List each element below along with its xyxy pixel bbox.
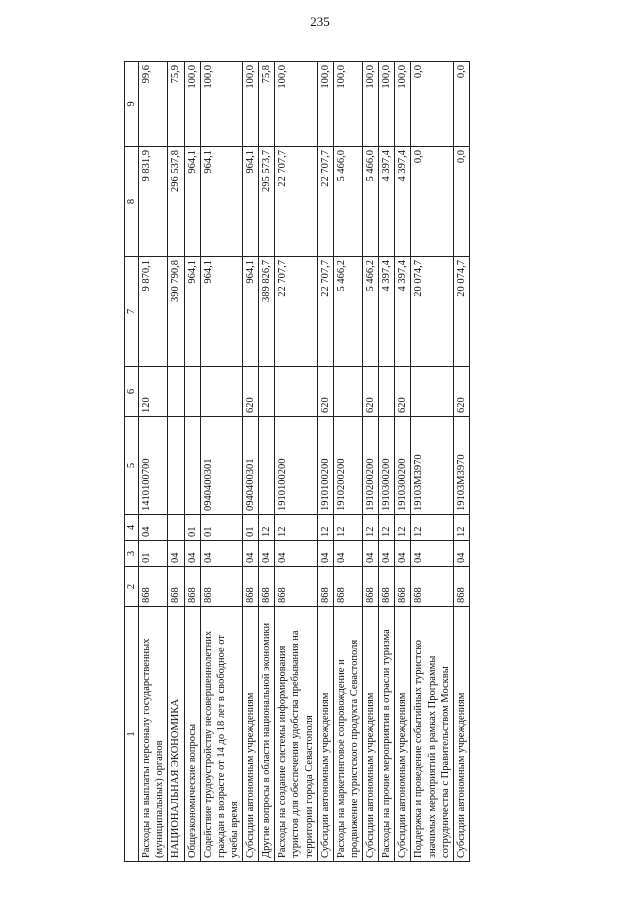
table-row <box>139 62 168 862</box>
table-cell-col5: 19103М3970 <box>411 417 453 515</box>
table-cell-col6: 620 <box>453 367 469 417</box>
table-cell-col6 <box>184 367 200 417</box>
table-row <box>275 62 317 862</box>
table-cell-col9: 100,0 <box>379 62 395 147</box>
table-cell-col5: 19103М3970 <box>453 417 469 515</box>
budget-table <box>124 61 470 862</box>
header-cell: 6 <box>125 367 139 417</box>
table-row <box>411 62 453 862</box>
table-cell-col5: 0940400301 <box>243 417 259 515</box>
table-cell-col1: Субсидии автономным учреждениям <box>243 607 259 862</box>
table-cell-col3: 04 <box>395 541 411 567</box>
table-cell-col8: 295 573,7 <box>259 147 275 257</box>
table-cell-col5: 1910300200 <box>395 417 411 515</box>
table-row <box>168 62 184 862</box>
table-cell-col3: 04 <box>453 541 469 567</box>
table-cell-col1: НАЦИОНАЛЬНАЯ ЭКОНОМИКА <box>168 607 184 862</box>
header-cell: 1 <box>125 607 139 862</box>
table-cell-col3: 04 <box>259 541 275 567</box>
table-cell-col9: 75,9 <box>168 62 184 147</box>
table-cell-col7: 390 790,8 <box>168 257 184 367</box>
table-cell-col7: 964,1 <box>243 257 259 367</box>
table-row <box>395 62 411 862</box>
table-cell-col8: 4 397,4 <box>395 147 411 257</box>
table-cell-col3: 04 <box>243 541 259 567</box>
table-cell-col2: 868 <box>275 567 317 607</box>
table-cell-col3: 04 <box>168 541 184 567</box>
table-cell-col6: 620 <box>363 367 379 417</box>
table-cell-col4: 12 <box>317 515 333 541</box>
table-cell-col8: 964,1 <box>200 147 242 257</box>
table-cell-col9: 100,0 <box>333 62 362 147</box>
table-cell-col6 <box>411 367 453 417</box>
table-cell-col2: 868 <box>411 567 453 607</box>
table-cell-col9: 100,0 <box>317 62 333 147</box>
table-cell-col6 <box>275 367 317 417</box>
table-cell-col8: 296 537,8 <box>168 147 184 257</box>
table-cell-col7: 964,1 <box>200 257 242 367</box>
table-cell-col1: Субсидии автономным учреждениям <box>363 607 379 862</box>
table-cell-col3: 04 <box>200 541 242 567</box>
table-cell-col7: 20 074,7 <box>453 257 469 367</box>
table-cell-col4: 12 <box>395 515 411 541</box>
table-cell-col2: 868 <box>363 567 379 607</box>
table-cell-col8: 4 397,4 <box>379 147 395 257</box>
header-cell: 9 <box>125 62 139 147</box>
table-row <box>200 62 242 862</box>
table-cell-col2: 868 <box>259 567 275 607</box>
table-cell-col1: Субсидии автономным учреждениям <box>453 607 469 862</box>
table-cell-col1: Другие вопросы в области национальной экономики <box>259 607 275 862</box>
table-cell-col1: Расходы на выплаты персоналу государственных (муниципальных) органов <box>139 607 168 862</box>
table-cell-col4 <box>168 515 184 541</box>
table-cell-col6: 620 <box>317 367 333 417</box>
table-cell-col6 <box>259 367 275 417</box>
table-cell-col6 <box>333 367 362 417</box>
table-cell-col4: 12 <box>275 515 317 541</box>
table-cell-col5: 1410100700 <box>139 417 168 515</box>
header-cell: 7 <box>125 257 139 367</box>
table-row <box>243 62 259 862</box>
table-cell-col3: 04 <box>363 541 379 567</box>
table-cell-col6: 120 <box>139 367 168 417</box>
table-cell-col9: 100,0 <box>243 62 259 147</box>
table-cell-col1: Субсидии автономным учреждениям <box>395 607 411 862</box>
table-cell-col1: Субсидии автономным учреждениям <box>317 607 333 862</box>
table-row <box>453 62 469 862</box>
table-cell-col2: 868 <box>139 567 168 607</box>
header-cell: 2 <box>125 567 139 607</box>
table-cell-col7: 9 870,1 <box>139 257 168 367</box>
table-cell-col5: 1910100200 <box>317 417 333 515</box>
table-cell-col2: 868 <box>243 567 259 607</box>
table-cell-col7: 5 466,2 <box>363 257 379 367</box>
table-cell-col4: 12 <box>411 515 453 541</box>
table-cell-col8: 9 831,9 <box>139 147 168 257</box>
table-cell-col3: 04 <box>411 541 453 567</box>
table-cell-col6: 620 <box>395 367 411 417</box>
table-cell-col9: 75,8 <box>259 62 275 147</box>
table-cell-col1: Расходы на маркетинговое сопровождение и продвижение туристского продукта Севастополя <box>333 607 362 862</box>
table-cell-col7: 4 397,4 <box>379 257 395 367</box>
table-cell-col4: 01 <box>200 515 242 541</box>
table-row <box>317 62 333 862</box>
table-cell-col7: 389 826,7 <box>259 257 275 367</box>
table-cell-col8: 5 466,0 <box>363 147 379 257</box>
table-cell-col9: 99,6 <box>139 62 168 147</box>
table-cell-col3: 01 <box>139 541 168 567</box>
table-cell-col5 <box>168 417 184 515</box>
table-cell-col2: 868 <box>200 567 242 607</box>
table-cell-col3: 04 <box>184 541 200 567</box>
table-cell-col8: 22 707,7 <box>275 147 317 257</box>
table-cell-col5: 1910100200 <box>275 417 317 515</box>
table-cell-col9: 0,0 <box>411 62 453 147</box>
page-number: 235 <box>310 14 330 29</box>
table-cell-col8: 0,0 <box>453 147 469 257</box>
table-cell-col4: 01 <box>184 515 200 541</box>
table-cell-col9: 0,0 <box>453 62 469 147</box>
table-cell-col4: 12 <box>259 515 275 541</box>
table-cell-col1: Расходы на создание системы информирования туристов для обеспечения удобства пребывания на территории города Севастополя <box>275 607 317 862</box>
table-cell-col9: 100,0 <box>395 62 411 147</box>
table-cell-col8: 0,0 <box>411 147 453 257</box>
table-cell-col2: 868 <box>168 567 184 607</box>
table-cell-col3: 04 <box>379 541 395 567</box>
table-cell-col8: 964,1 <box>243 147 259 257</box>
table-cell-col9: 100,0 <box>200 62 242 147</box>
table-cell-col7: 22 707,7 <box>275 257 317 367</box>
table-cell-col3: 04 <box>333 541 362 567</box>
table-cell-col2: 868 <box>379 567 395 607</box>
table-cell-col4: 01 <box>243 515 259 541</box>
header-row <box>125 62 139 862</box>
header-cell: 8 <box>125 147 139 257</box>
table-row <box>363 62 379 862</box>
table-cell-col6 <box>379 367 395 417</box>
table-cell-col1: Общеэкономические вопросы <box>184 607 200 862</box>
table-cell-col1: Поддержка и проведение событийных туристско значимых мероприятий в рамках Программы сотрудничества с Правительством Москвы <box>411 607 453 862</box>
table-cell-col7: 4 397,4 <box>395 257 411 367</box>
table-cell-col3: 04 <box>275 541 317 567</box>
table-cell-col4: 04 <box>139 515 168 541</box>
table-cell-col8: 964,1 <box>184 147 200 257</box>
table-cell-col8: 5 466,0 <box>333 147 362 257</box>
header-cell: 4 <box>125 515 139 541</box>
table-row <box>184 62 200 862</box>
table-cell-col2: 868 <box>317 567 333 607</box>
table-cell-col5: 1910200200 <box>333 417 362 515</box>
table-cell-col3: 04 <box>317 541 333 567</box>
table-cell-col1: Содействие трудоустройству несовершеннолетних граждан в возрасте от 14 до 18 лет в свободное от учебы время <box>200 607 242 862</box>
table-cell-col2: 868 <box>333 567 362 607</box>
table-row <box>333 62 362 862</box>
table-cell-col4: 12 <box>379 515 395 541</box>
header-cell: 5 <box>125 417 139 515</box>
table-row <box>379 62 395 862</box>
table-cell-col5: 0940400301 <box>200 417 242 515</box>
table-cell-col5: 1910300200 <box>379 417 395 515</box>
table-cell-col7: 22 707,7 <box>317 257 333 367</box>
table-cell-col9: 100,0 <box>184 62 200 147</box>
table-cell-col6 <box>168 367 184 417</box>
table-cell-col7: 964,1 <box>184 257 200 367</box>
table-cell-col4: 12 <box>333 515 362 541</box>
table-cell-col1: Расходы на прочие мероприятия в отрасли туризма <box>379 607 395 862</box>
header-cell: 3 <box>125 541 139 567</box>
table-cell-col5 <box>259 417 275 515</box>
table-body <box>139 62 470 862</box>
table-cell-col2: 868 <box>184 567 200 607</box>
table-cell-col2: 868 <box>453 567 469 607</box>
table-cell-col5: 1910200200 <box>363 417 379 515</box>
table-cell-col8: 22 707,7 <box>317 147 333 257</box>
table-cell-col7: 20 074,7 <box>411 257 453 367</box>
table-cell-col4: 12 <box>453 515 469 541</box>
table-row <box>259 62 275 862</box>
table-cell-col6: 620 <box>243 367 259 417</box>
table-cell-col6 <box>200 367 242 417</box>
table-cell-col7: 5 466,2 <box>333 257 362 367</box>
rotated-table-container <box>124 62 578 862</box>
table-cell-col4: 12 <box>363 515 379 541</box>
table-cell-col5 <box>184 417 200 515</box>
table-cell-col2: 868 <box>395 567 411 607</box>
table-cell-col9: 100,0 <box>275 62 317 147</box>
table-cell-col9: 100,0 <box>363 62 379 147</box>
